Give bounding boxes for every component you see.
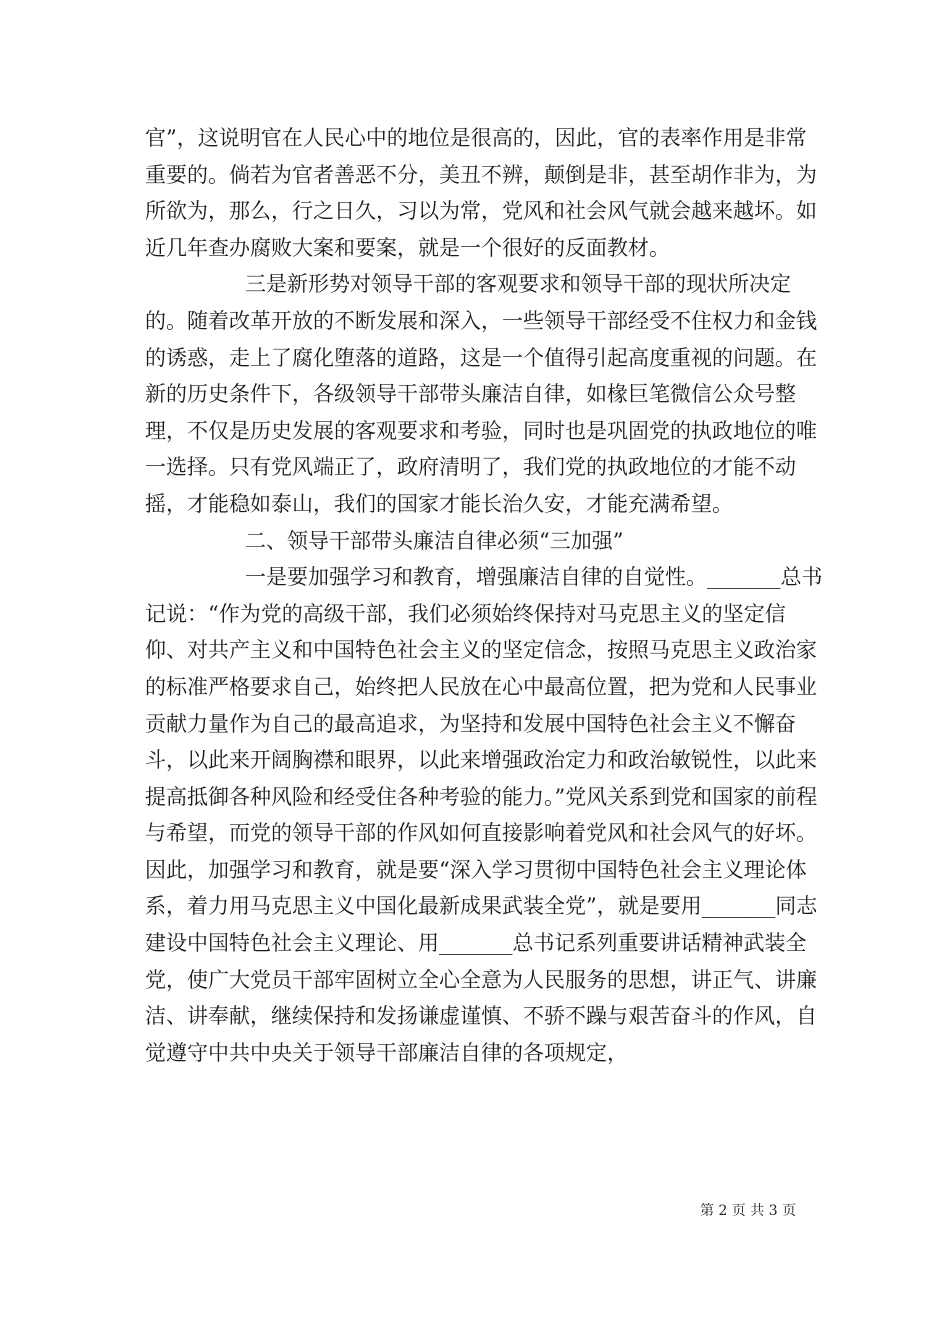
section-heading: 二、领导干部带头廉洁自律必须“三加强” <box>245 528 624 553</box>
page-number-footer: 第 2 页 共 3 页 <box>700 1203 797 1219</box>
paragraph-continued: 官”，这说明官在人民心中的地位是很高的，因此，官的表率作用是非常重要的。倘若为官者善恶不分，美丑不辨，颠倒是非，甚至胡作非为，为所欲为，那么，行之日久，习以为常，党风和社会风气就会越来越坏。如近几年查办腐败大案和要案，就是一个很好的反面教材。 <box>145 126 817 260</box>
document-body <box>145 120 825 1071</box>
paragraph-point-three: 三是新形势对领导干部的客观要求和领导干部的现状所决定的。随着改革开放的不断发展和深入，一些领导干部经受不住权力和金钱的诱惑，走上了腐化堕落的道路，这是一个值得引起高度重视的问题。在新的历史条件下，各级领导干部带头廉洁自律，如椽巨笔微信公众号整理，不仅是历史发展的客观要求和考验，同时也是巩固党的执政地位的唯一选择。只有党风端正了，政府清明了，我们党的执政地位的才能不动摇，才能稳如泰山，我们的国家才能长治久安，才能充满希望。 <box>145 272 817 516</box>
paragraph-point-one: 一是要加强学习和教育，增强廉洁自律的自觉性。_______总书记说：“作为党的高级干部，我们必须始终保持对马克思主义的坚定信仰、对共产主义和中国特色社会主义的坚定信念，按照马克思主义政治家的标准严格要求自己，始终把人民放在心中最高位置，把为党和人民事业贡献力量作为自己的最高追求，为坚持和发展中国特色社会主义不懈奋斗，以此来开阔胸襟和眼界，以此来增强政治定力和政治敏锐性，以此来提高抵御各种风险和经受住各种考验的能力。”党风关系到党和国家的前程与希望，而党的领导干部的作风如何直接影响着党风和社会风气的好坏。因此，加强学习和教育，就是要“深入学习贯彻中国特色社会主义理论体系，着力用马克思主义中国化最新成果武装全党”，就是要用_______同志建设中国特色社会主义理论、用_______总书记系列重要讲话精神武装全党，使广大党员干部牢固树立全心全意为人民服务的思想，讲正气、讲廉洁、讲奉献，继续保持和发扬谦虚谨慎、不骄不躁与艰苦奋斗的作风，自觉遵守中共中央关于领导干部廉洁自律的各项规定， <box>145 565 823 1065</box>
